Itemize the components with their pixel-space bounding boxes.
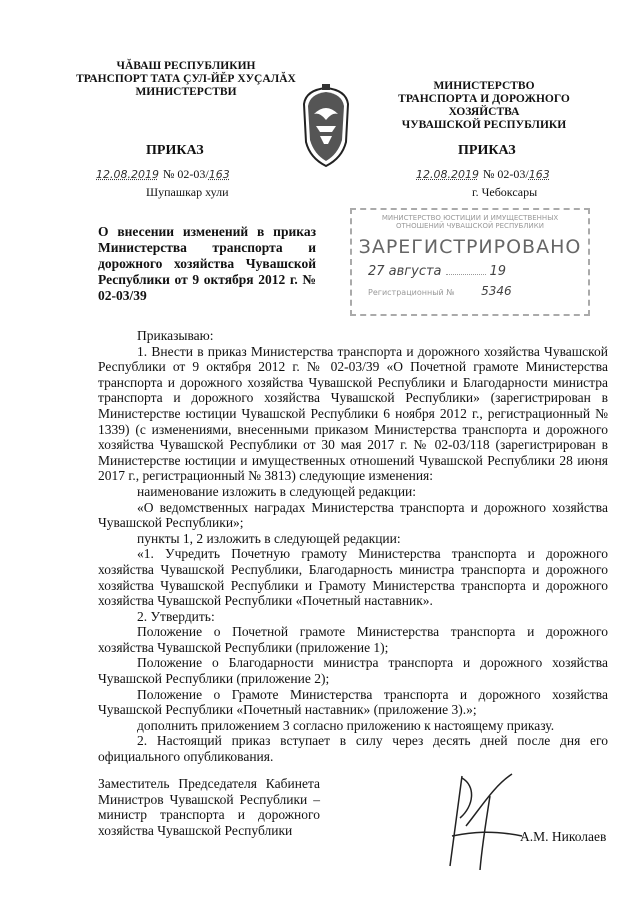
stamp-header: МИНИСТЕРСТВО ЮСТИЦИИ И ИМУЩЕСТВЕННЫХ ОТНОШЕНИЙ ЧУВАШСКОЙ РЕСПУБЛИКИ: [381, 214, 559, 230]
body-paragraph: наименование изложить в следующей редакции:: [137, 483, 417, 499]
stamp-number-label: Регистрационный №: [368, 288, 455, 297]
signer-name: А.М. Николаев: [520, 829, 607, 844]
header-right-number: 163: [528, 168, 550, 181]
header-left-line3: МИНИСТЕРСТВИ: [135, 86, 237, 98]
stamp-number: 5346: [481, 284, 512, 298]
coat-of-arms-icon: [298, 84, 354, 170]
body-paragraph: «1. Учредить Почетную грамоту Министерства транспорта и дорожного хозяйства Чувашской Республики, Благодарность министра транспорта и дорожного хозяйства Чувашской Республики и Грамоту Министерства транспорта и дорожного хозяйства Чувашской Республики «Почетный наставник».: [98, 546, 608, 609]
stamp-date-underline: [446, 274, 486, 275]
body-paragraph: 2. Настоящий приказ вступает в силу через десять дней после дня его официального опубликования.: [98, 733, 608, 765]
header-left-ministry: [66, 60, 306, 99]
signer-title-line3: министр транспорта и дорожного: [98, 807, 320, 823]
body-paragraph: пункты 1, 2 изложить в следующей редакции:: [137, 530, 401, 546]
body-paragraph: Положение о Почетной грамоте Министерства транспорта и дорожного хозяйства Чувашской Республики (приложение 1);: [98, 624, 608, 655]
header-right-ministry: [366, 80, 602, 132]
header-right-line1: МИНИСТЕРСТВО: [433, 80, 535, 92]
body-paragraph: 2. Утвердить:: [137, 608, 215, 624]
body-paragraph: Положение о Грамоте Министерства транспорта и дорожного хозяйства Чувашской Республики «Почетный наставник» (приложение 3).»;: [98, 686, 608, 718]
signer-title: [98, 776, 320, 823]
header-right-line2: ТРАНСПОРТА И ДОРОЖНОГО ХОЗЯЙСТВА: [398, 93, 570, 118]
header-right-prikaz: ПРИКАЗ: [458, 143, 516, 158]
stamp-date: 27 августа: [368, 264, 442, 279]
stamp-number-line: [352, 284, 588, 298]
header-left-number: 163: [208, 168, 230, 181]
handwritten-signature-icon: [432, 766, 532, 876]
body-paragraph: Приказываю:: [137, 328, 214, 343]
body-paragraph: «О ведомственных наградах Министерства транспорта и дорожного хозяйства Чувашской Республики»;: [98, 499, 608, 531]
body-paragraph: 1. Внести в приказ Министерства транспорта и дорожного хозяйства Чувашской Республики от 9 октября 2012 г. № 02-03/39 «О Почетной грамоте Министерства транспорта и дорожного хозяйства Чувашской Республики и Благодарности министра транспорта и дорожного хозяйства Чувашской Республики» (зарегистрирован в Министерстве юстиции Чувашской Республики 6 ноября 2012 г., регистрационный № 1339) (с изменениями, внесенными приказом Министерства транспорта и дорожного хозяйства Чувашской Республики от 30 мая 2017 г. № 02-03/118 (зарегистрирован в Министерстве юстиции и имущественных отношений Чувашской Республики 28 июня 2017 г., регистрационный № 3813) следующие изменения:: [98, 343, 608, 484]
header-right-place: г. Чебоксары: [472, 185, 538, 199]
document-body: [98, 328, 608, 765]
header-right-number-prefix: № 02-03/: [482, 167, 529, 181]
signer-title-line2: Министров Чувашской Республики –: [98, 791, 320, 807]
signer-title-line1: Заместитель Председателя Кабинета: [98, 776, 320, 791]
header-left-line2: ТРАНСПОРТ ТАТА ÇУЛ-ЙĔР ХУÇАЛĂХ: [76, 73, 296, 85]
body-paragraph: Положение о Благодарности министра транспорта и дорожного хозяйства Чувашской Республики (приложение 2);: [98, 655, 608, 687]
header-right-number-line: [416, 165, 550, 183]
document-subject: О внесении изменений в приказ Министерства транспорта и дорожного хозяйства Чувашской Республики от 9 октября 2012 г. № 02-03/39: [98, 224, 316, 303]
body-paragraph: дополнить приложением 3 согласно приложению к настоящему приказу.: [137, 717, 555, 733]
signer-title-last: хозяйства Чувашской Республики: [98, 823, 293, 838]
header-left-place: Шупашкар хули: [146, 185, 229, 199]
header-left-date: 12.08.2019: [96, 168, 159, 181]
header-left-prikaz: ПРИКАЗ: [146, 143, 204, 158]
header-right-date: 12.08.2019: [416, 168, 479, 181]
stamp-date-line: [352, 262, 588, 280]
stamp-title: ЗАРЕГИСТРИРОВАНО: [358, 236, 582, 258]
stamp-year: 19: [489, 264, 507, 279]
header-left-line1: ЧĂВАШ РЕСПУБЛИКИН: [116, 60, 256, 72]
registration-stamp: [350, 208, 590, 316]
header-right-line3: ЧУВАШСКОЙ РЕСПУБЛИКИ: [401, 119, 567, 131]
header-left-number-line: [96, 165, 230, 183]
header-left-number-prefix: № 02-03/: [162, 167, 209, 181]
